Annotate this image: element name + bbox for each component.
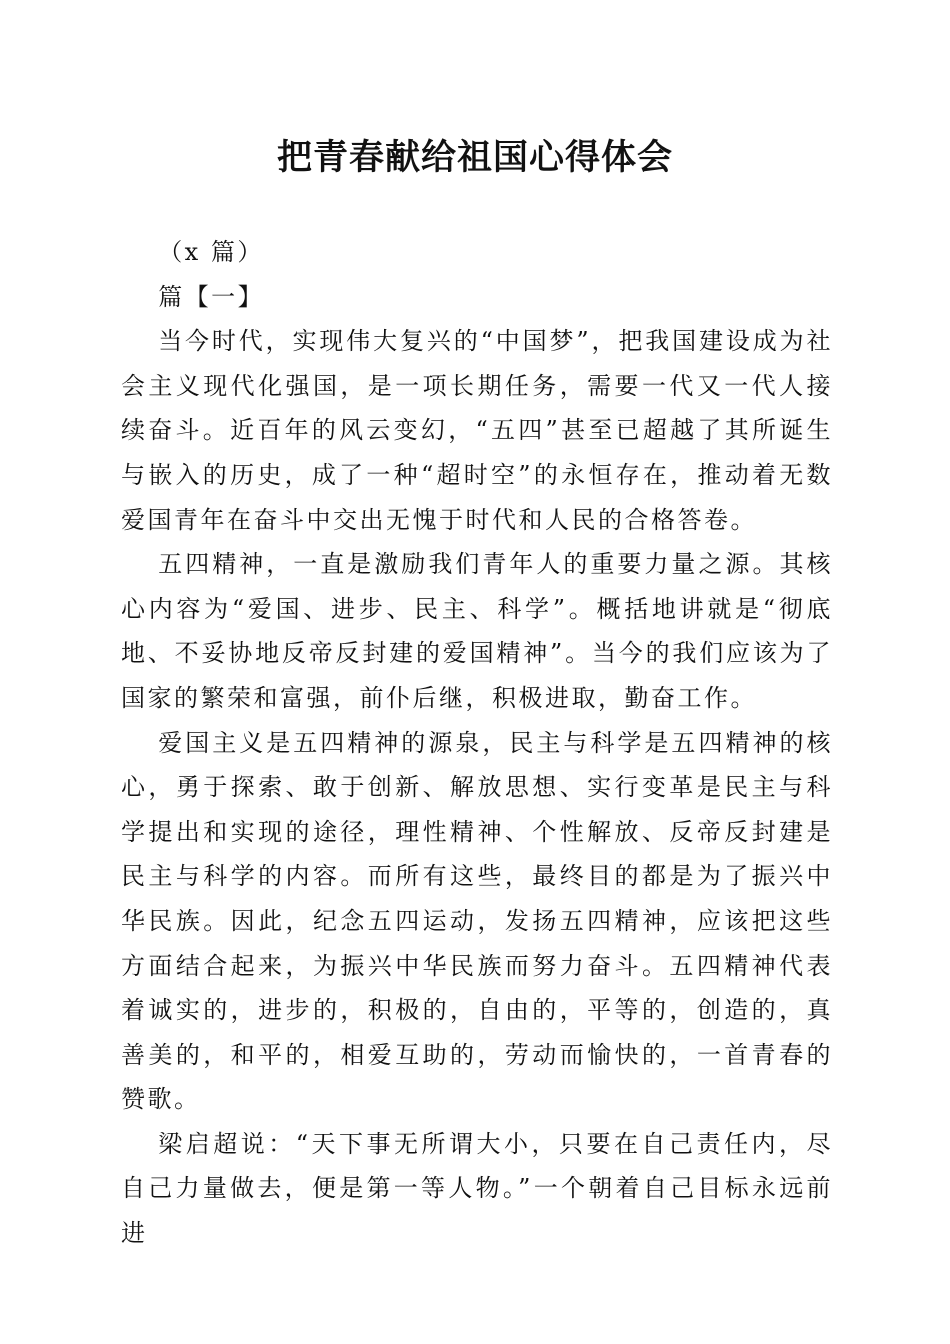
paragraph: 梁启超说：“天下事无所谓大小，只要在自己责任内，尽自己力量做去，便是第一等人物。”一个朝着自己目标永远前进 bbox=[121, 1129, 833, 1248]
document-body bbox=[121, 230, 833, 1256]
paragraph: 当今时代，实现伟大复兴的“中国梦”，把我国建设成为社会主义现代化强国，是一项长期任务，需要一代又一代人接续奋斗。近百年的风云变幻，“五四”甚至已超越了其所诞生与嵌入的历史，成了一种“超时空”的永恒存在，推动着无数爱国青年在奋斗中交出无愧于时代和人民的合格答卷。 bbox=[121, 327, 833, 534]
paragraph: 五四精神，一直是激励我们青年人的重要力量之源。其核心内容为“爱国、进步、民主、科学”。概括地讲就是“彻底地、不妥协地反帝反封建的爱国精神”。当今的我们应该为了国家的繁荣和富强，前仆后继，积极进取，勤奋工作。 bbox=[121, 550, 833, 712]
document-title: 把青春献给祖国心得体会 bbox=[276, 137, 673, 178]
section-heading: 篇【一】 bbox=[158, 282, 265, 311]
count-note: （x 篇） bbox=[158, 238, 264, 266]
paragraph: 爱国主义是五四精神的源泉，民主与科学是五四精神的核心，勇于探索、敢于创新、解放思想、实行变革是民主与科学提出和实现的途径，理性精神、个性解放、反帝反封建是民主与科学的内容。而所有这些，最终目的都是为了振兴中华民族。因此，纪念五四运动，发扬五四精神，应该把这些方面结合起来，为振兴中华民族而努力奋斗。五四精神代表着诚实的，进步的，积极的，自由的，平等的，创造的，真善美的，和平的，相爱互助的，劳动而愉快的，一首青春的赞歌。 bbox=[121, 728, 833, 1114]
